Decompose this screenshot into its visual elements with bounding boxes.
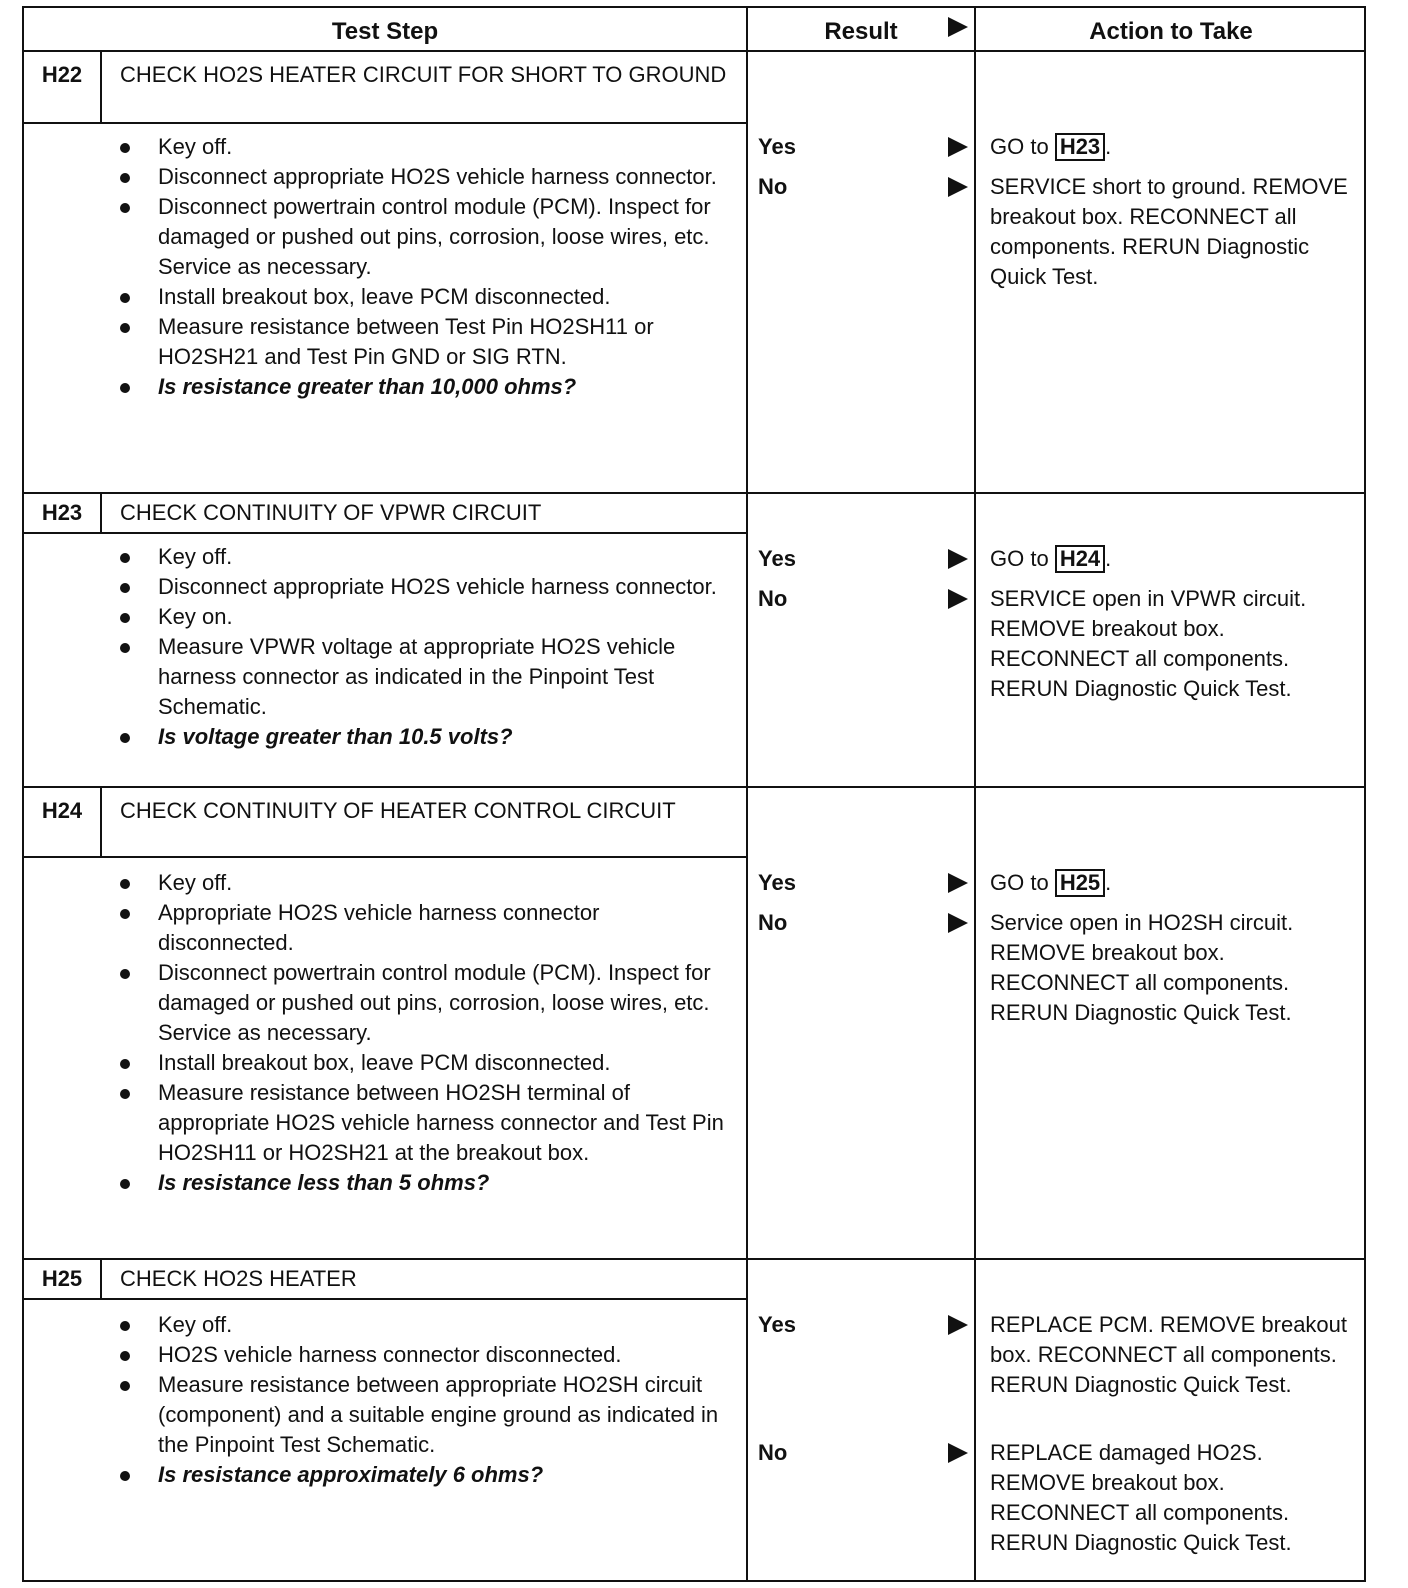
- header-action: Action to Take: [1089, 18, 1253, 45]
- list-item: Measure resistance between Test Pin HO2SH11 or HO2SH21 and Test Pin GND or SIG RTN.: [112, 312, 732, 372]
- step-title: CHECK HO2S HEATER: [120, 1266, 357, 1291]
- result-yes: Yes: [758, 134, 796, 159]
- goto-link-h23[interactable]: H23: [1055, 133, 1105, 161]
- action-no: Service open in HO2SH circuit. REMOVE breakout box. RECONNECT all components. RERUN Diagnostic Quick Test.: [990, 910, 1294, 1025]
- step-instructions: [112, 542, 732, 752]
- action-no: REPLACE damaged HO2S. REMOVE breakout box. RECONNECT all components. RERUN Diagnostic Quick Test.: [990, 1440, 1292, 1555]
- list-item: Disconnect powertrain control module (PCM). Inspect for damaged or pushed out pins, corrosion, loose wires, etc. Service as necessary.: [112, 958, 732, 1048]
- list-item: Key off.: [112, 868, 732, 898]
- list-item: Disconnect powertrain control module (PCM). Inspect for damaged or pushed out pins, corrosion, loose wires, etc. Service as necessary.: [112, 192, 732, 282]
- action-yes: REPLACE PCM. REMOVE breakout box. RECONNECT all components. RERUN Diagnostic Quick Test.: [990, 1312, 1348, 1397]
- step-header: [24, 1260, 746, 1300]
- step-title: CHECK CONTINUITY OF VPWR CIRCUIT: [120, 500, 542, 525]
- step-header: [24, 788, 746, 858]
- result-yes: Yes: [758, 546, 796, 571]
- header-arrow-icon: [946, 16, 970, 44]
- arrow-right-icon: [948, 589, 968, 609]
- action-no: SERVICE open in VPWR circuit. REMOVE breakout box. RECONNECT all components. RERUN Diagnostic Quick Test.: [990, 586, 1307, 701]
- list-item: Measure resistance between appropriate HO2SH circuit (component) and a suitable engine ground as indicated in the Pinpoint Test Schematic.: [112, 1370, 732, 1460]
- action-yes: GO to H24 .: [990, 546, 1112, 571]
- step-id: H22: [24, 52, 102, 122]
- list-item: Appropriate HO2S vehicle harness connector disconnected.: [112, 898, 732, 958]
- list-item-question: Is voltage greater than 10.5 volts?: [112, 722, 732, 752]
- list-item-question: Is resistance greater than 10,000 ohms?: [112, 372, 732, 402]
- arrow-right-icon: [948, 1315, 968, 1335]
- action-yes: GO to H25 .: [990, 870, 1112, 895]
- list-item-question: Is resistance less than 5 ohms?: [112, 1168, 732, 1198]
- step-header: [24, 52, 746, 124]
- result-no: No: [758, 586, 788, 611]
- goto-link-h24[interactable]: H24: [1055, 545, 1105, 573]
- step-instructions: [112, 868, 732, 1198]
- result-yes: Yes: [758, 870, 796, 895]
- step-instructions: [112, 132, 732, 402]
- list-item: Key off.: [112, 542, 732, 572]
- list-item: Measure resistance between HO2SH terminal of appropriate HO2S vehicle harness connector and Test Pin HO2SH11 or HO2SH21 at the breakout box.: [112, 1078, 732, 1168]
- action-yes: GO to H23 .: [990, 134, 1112, 159]
- table-header: [24, 8, 1364, 52]
- diagnostic-table: [22, 6, 1366, 1582]
- step-h25: [24, 1260, 1364, 1580]
- list-item-question: Is resistance approximately 6 ohms?: [112, 1460, 732, 1490]
- list-item: Install breakout box, leave PCM disconnected.: [112, 282, 732, 312]
- list-item: Key on.: [112, 602, 732, 632]
- step-h22: [24, 52, 1364, 494]
- arrow-right-icon: [948, 137, 968, 157]
- header-test-step: Test Step: [331, 18, 439, 45]
- list-item: HO2S vehicle harness connector disconnected.: [112, 1340, 732, 1370]
- list-item: Install breakout box, leave PCM disconnected.: [112, 1048, 732, 1078]
- arrow-right-icon: [948, 1443, 968, 1463]
- step-h23: [24, 494, 1364, 788]
- step-title: CHECK CONTINUITY OF HEATER CONTROL CIRCUIT: [120, 798, 676, 823]
- step-id: H24: [24, 788, 102, 856]
- header-result: Result: [824, 18, 898, 45]
- list-item: Measure VPWR voltage at appropriate HO2S vehicle harness connector as indicated in the Pinpoint Test Schematic.: [112, 632, 732, 722]
- result-no: No: [758, 910, 788, 935]
- step-instructions: [112, 1310, 732, 1490]
- arrow-right-icon: [948, 873, 968, 893]
- list-item: Disconnect appropriate HO2S vehicle harness connector.: [112, 572, 732, 602]
- result-no: No: [758, 1440, 788, 1465]
- step-h24: [24, 788, 1364, 1260]
- goto-link-h25[interactable]: H25: [1055, 869, 1105, 897]
- result-no: No: [758, 174, 788, 199]
- action-prefix: GO to: [990, 134, 1049, 159]
- step-id: H23: [24, 494, 102, 532]
- arrow-right-icon: [948, 177, 968, 197]
- action-no: SERVICE short to ground. REMOVE breakout box. RECONNECT all components. RERUN Diagnostic Quick Test.: [990, 174, 1348, 289]
- step-id: H25: [24, 1260, 102, 1298]
- list-item: Key off.: [112, 1310, 732, 1340]
- arrow-right-icon: [948, 913, 968, 933]
- action-prefix: GO to: [990, 870, 1049, 895]
- result-yes: Yes: [758, 1312, 796, 1337]
- step-title: CHECK HO2S HEATER CIRCUIT FOR SHORT TO GROUND: [120, 62, 727, 87]
- arrow-right-icon: [948, 549, 968, 569]
- list-item: Disconnect appropriate HO2S vehicle harness connector.: [112, 162, 732, 192]
- step-header: [24, 494, 746, 534]
- action-prefix: GO to: [990, 546, 1049, 571]
- list-item: Key off.: [112, 132, 732, 162]
